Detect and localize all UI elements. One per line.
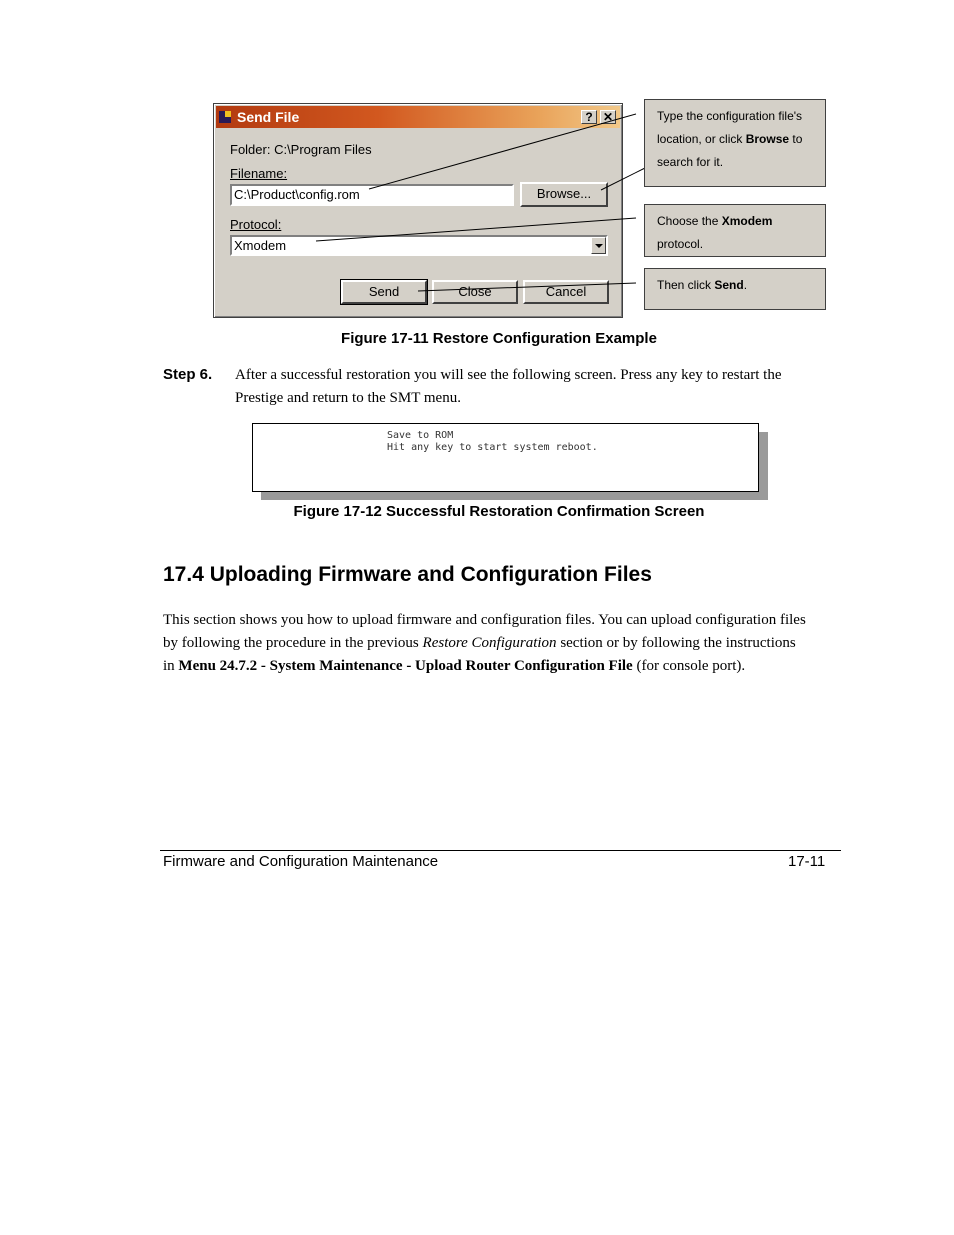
section-heading: 17.4 Uploading Firmware and Configuration Files <box>163 563 652 586</box>
footer-rule <box>160 850 841 851</box>
screen-line: Hit any key to start system reboot. <box>387 442 598 453</box>
browse-button[interactable]: Browse... <box>520 182 608 207</box>
italic-reference: Restore Configuration <box>422 635 557 651</box>
close-button[interactable]: Close <box>432 280 518 304</box>
text-span: in <box>163 658 179 674</box>
callout-bold-text: Send <box>714 278 744 292</box>
text-span: by following the procedure in the previous <box>163 635 423 651</box>
section-paragraph <box>163 609 806 678</box>
send-button[interactable]: Send <box>341 280 427 304</box>
callout-send <box>644 268 826 310</box>
help-button[interactable]: ? <box>581 110 597 124</box>
paragraph-line <box>163 655 806 678</box>
callout-text: Choose the <box>657 214 722 228</box>
protocol-label: Protocol: <box>230 217 282 232</box>
filename-label: Filename: <box>230 166 288 181</box>
paragraph-line: This section shows you how to upload firmware and configuration files. You can upload configuration files <box>163 612 806 628</box>
bold-menu-reference: Menu 24.7.2 - System Maintenance - Upload Router Configuration File <box>178 658 633 674</box>
leader-line-browse <box>601 168 645 190</box>
text-span: section or by following the instructions <box>556 635 796 651</box>
callout-bold-text: Browse <box>745 132 790 146</box>
folder-label: Folder: C:\Program Files <box>230 142 372 157</box>
callout-text: to search for it. <box>657 132 803 169</box>
filename-input[interactable]: C:\Product\config.rom <box>230 184 514 206</box>
callout-text: . <box>743 278 748 292</box>
leader-line-send <box>418 283 636 291</box>
footer-left: Firmware and Configuration Maintenance <box>163 853 439 870</box>
callout-filename <box>644 99 826 187</box>
protocol-value: Xmodem <box>234 238 287 253</box>
figure-caption: Figure 17-12 Successful Restoration Confirmation Screen <box>293 503 705 520</box>
page-number: 17-11 <box>788 853 826 870</box>
callout-bold-text: Xmodem <box>721 214 773 228</box>
confirmation-screen <box>252 423 759 492</box>
text-span: (for console port). <box>632 658 746 674</box>
step-label: Step 6. <box>163 366 213 383</box>
leader-line-protocol <box>316 218 636 241</box>
callout-text: Then click <box>657 278 715 292</box>
cancel-button[interactable]: Cancel <box>523 280 609 304</box>
leader-line-filename <box>369 114 636 189</box>
close-icon[interactable]: ✕ <box>600 110 616 124</box>
paragraph-line <box>163 632 806 655</box>
dialog-title: Send File <box>237 109 300 125</box>
screen-line: Save to ROM <box>387 430 454 441</box>
callout-protocol <box>644 204 826 257</box>
figure-caption: Figure 17-11 Restore Configuration Example <box>341 330 657 347</box>
callout-text: Type the configuration file's location, or click <box>657 109 803 146</box>
step-text-line: After a successful restoration you will see the following screen. Press any key to restart the <box>235 367 782 383</box>
callout-text: protocol. <box>657 237 704 251</box>
step-text-line: Prestige and return to the SMT menu. <box>235 390 461 406</box>
step-text <box>235 364 782 410</box>
